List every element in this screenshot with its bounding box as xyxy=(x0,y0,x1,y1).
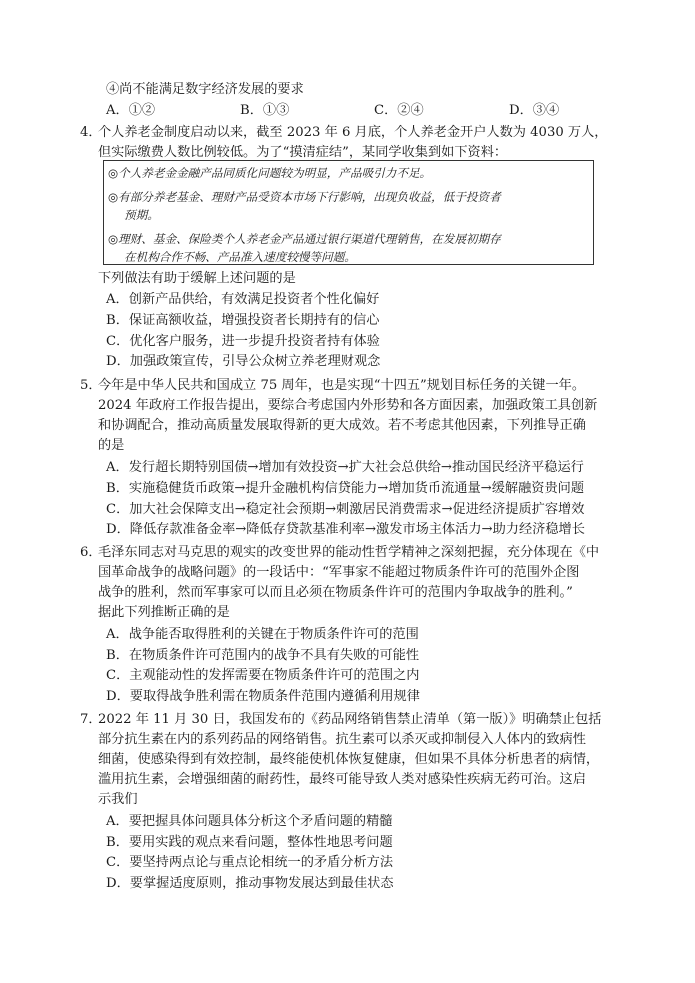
q4-option-c: C．优化客户服务，进一步提升投资者持有体验 xyxy=(106,334,380,349)
q4-stem-line-2: 但实际缴费人数比例较低。为了“摸清症结”，某同学收集到如下资料： xyxy=(98,145,508,160)
q4-number: 4． xyxy=(80,125,102,140)
q6-option-c: C．主观能动性的发挥需要在物质条件许可的范围之内 xyxy=(106,668,420,683)
q6-stem-line-3: 战争的胜利，然而军事家可以而且必须在物质条件许可的范围内争取战争的胜利。” xyxy=(98,585,573,600)
q6-option-a: A．战争能否取得胜利的关键在于物质条件许可的范围 xyxy=(106,627,419,642)
q5-stem-line-3: 和协调配合，推动高质量发展取得新的更大成效。若不考虑其他因素，下列推导正确 xyxy=(98,418,586,433)
q6-number: 6． xyxy=(80,545,102,560)
q4-material-1: ◎个人养老金金融产品同质化问题较为明显，产品吸引力不足。 xyxy=(108,166,432,180)
q6-option-d: D．要取得战争胜利需在物质条件范围内遵循利用规律 xyxy=(106,689,420,704)
q4-material-3: ◎理财、基金、保险类个人养老金产品通过银行渠道代理销售，在发展初期存 xyxy=(108,232,501,246)
q5-option-c: C．加大社会保障支出→稳定社会预期→刺激居民消费需求→促进经济提质扩容增效 xyxy=(106,502,585,517)
q5-option-d: D．降低存款准备金率→降低存贷款基准利率→激发市场主体活力→助力经济稳增长 xyxy=(106,522,585,537)
q3-option-a: A．①② xyxy=(106,103,156,118)
q7-option-b: B．要用实践的观点来看问题，整体性地思考问题 xyxy=(106,835,393,850)
q5-stem-line-1: 今年是中华人民共和国成立 75 周年，也是实现“十四五”规划目标任务的关键一年。 xyxy=(98,378,586,393)
q4-option-a: A．创新产品供给，有效满足投资者个性化偏好 xyxy=(106,292,380,307)
q4-question: 下列做法有助于缓解上述问题的是 xyxy=(98,271,296,286)
q3-option-d: D．③④ xyxy=(509,103,560,118)
q5-option-a: A．发行超长期特别国债→增加有效投资→扩大社会总供给→推动国民经济平稳运行 xyxy=(106,460,584,475)
q7-stem-line-2: 部分抗生素在内的系列药品的网络销售。抗生素可以杀灭或抑制侵入人体内的致病性 xyxy=(98,732,586,747)
q4-material-2: ◎有部分养老基金、理财产品受资本市场下行影响，出现负收益，低于投资者 xyxy=(108,190,501,204)
q7-option-a: A．要把握具体问题具体分析这个矛盾问题的精髓 xyxy=(106,814,393,829)
q4-material-3-cont: 在机构合作不畅、产品准入速度较慢等问题。 xyxy=(124,250,356,264)
q6-stem-line-2: 国革命战争的战略问题》的一段话中：“军事家不能超过物质条件许可的范围外企图 xyxy=(98,565,580,580)
q7-stem-line-1: 2022 年 11 月 30 日，我国发布的《药品网络销售禁止清单（第一版）》明确禁止包括 xyxy=(98,712,602,727)
q7-option-c: C．要坚持两点论与重点论相统一的矛盾分析方法 xyxy=(106,855,394,870)
q7-stem-line-4: 滥用抗生素，会增强细菌的耐药性，最终可能导致人类对感染性疾病无药可治。这启 xyxy=(98,772,586,787)
q5-option-b: B．实施稳健货币政策→提升金融机构信贷能力→增加货币流通量→缓解融资贵问题 xyxy=(106,481,585,496)
q4-option-d: D．加强政策宣传，引导公众树立养老理财观念 xyxy=(106,354,381,369)
q6-stem-line-1: 毛泽东同志对马克思的观实的改变世界的能动性哲学精神之深刻把握，充分体现在《中 xyxy=(98,545,600,560)
q6-stem-line-4: 据此下列推断正确的是 xyxy=(98,605,230,620)
q7-stem-line-3: 细菌，使感染得到有效控制，最终能使机体恢复健康，但如果不具体分析患者的病情， xyxy=(98,752,600,767)
q6-option-b: B．在物质条件许可范围内的战争不具有失败的可能性 xyxy=(106,648,420,663)
q7-number: 7． xyxy=(80,712,102,727)
q5-stem-line-2: 2024 年政府工作报告提出，要综合考虑国内外形势和各方面因素，加强政策工具创新 xyxy=(98,398,598,413)
q4-material-2-cont: 预期。 xyxy=(124,208,159,222)
q3-statement-4: ④尚不能满足数字经济发展的要求 xyxy=(106,82,304,97)
q3-option-b: B．①③ xyxy=(240,103,290,118)
q5-stem-line-4: 的是 xyxy=(98,438,125,453)
q7-stem-line-5: 示我们 xyxy=(98,792,138,807)
q4-option-b: B．保证高额收益，增强投资者长期持有的信心 xyxy=(106,313,380,328)
q3-option-c: C．②④ xyxy=(374,103,424,118)
q4-stem-line-1: 个人养老金制度启动以来，截至 2023 年 6 月底，个人养老金开户人数为 4030 万人， xyxy=(98,125,608,140)
q5-number: 5． xyxy=(80,378,102,393)
q7-option-d: D．要掌握适度原则，推动事物发展达到最佳状态 xyxy=(106,876,394,891)
